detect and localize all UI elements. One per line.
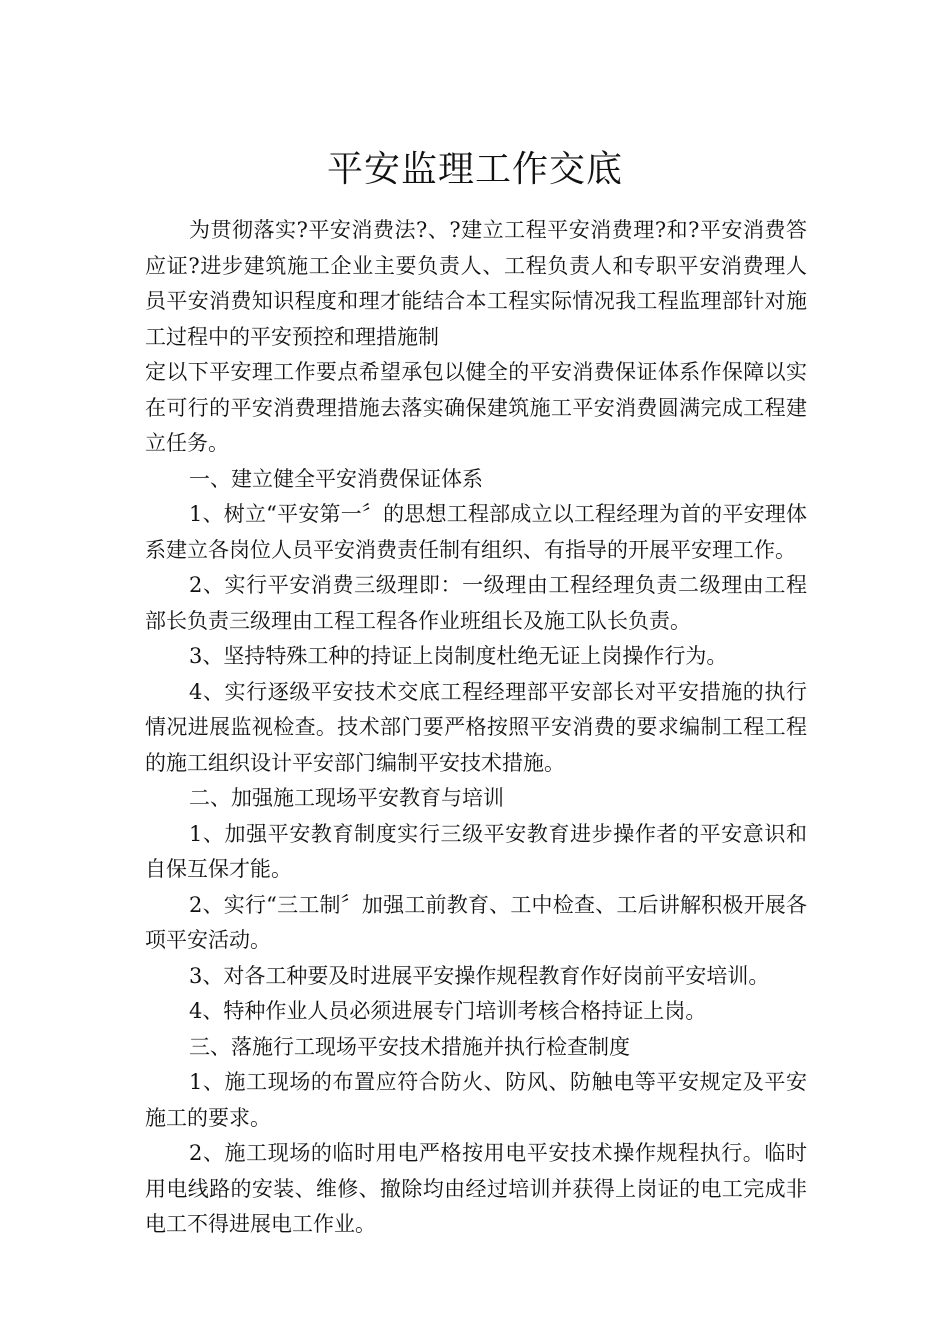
paragraph: 三、落施行工现场平安技术措施并执行检查制度 bbox=[189, 1034, 630, 1059]
paragraph: 3、坚持特殊工种的持证上岗制度杜绝无证上岗操作行为。 bbox=[189, 644, 728, 668]
paragraph: 1、树立“平安第一〞的思想工程部成立以工程经理为首的平安理体系建立各岗位人员平安消费责任制有组织、有指导的开展平安理工作。 bbox=[145, 502, 807, 562]
paragraph: 二、加强施工现场平安教育与培训 bbox=[189, 786, 504, 810]
document-title: 平安监理工作交底 bbox=[326, 149, 623, 190]
paragraph: 一、建立健全平安消费保证体系 bbox=[189, 466, 483, 491]
paragraph: 4、特种作业人员必须进展专门培训考核合格持证上岗。 bbox=[189, 999, 707, 1023]
paragraph: 3、对各工种要及时进展平安操作规程教育作好岗前平安培训。 bbox=[189, 963, 770, 988]
paragraph: 1、加强平安教育制度实行三级平安教育进步操作者的平安意识和自保互保才能。 bbox=[145, 821, 807, 881]
paragraph: 4、实行逐级平安技术交底工程经理部平安部长对平安措施的执行情况进展监视检查。技术部门要严格按照平安消费的要求编制工程工程的施工组织设计平安部门编制平安技术措施。 bbox=[145, 679, 807, 775]
paragraph: 2、施工现场的临时用电严格按用电平安技术操作规程执行。临时用电线路的安装、维修、撤除均由经过培训并获得上岗证的电工完成非电工不得进展电工作业。 bbox=[145, 1141, 807, 1236]
paragraph: 2、实行“三工制〞加强工前教育、工中检查、工后讲解积极开展各项平安活动。 bbox=[145, 892, 807, 952]
paragraph: 定以下平安理工作要点希望承包以健全的平安消费保证体系作保障以实在可行的平安消费理措施去落实确保建筑施工平安消费圆满完成工程建立任务。 bbox=[145, 360, 807, 455]
paragraph: 为贯彻落实?平安消费法?、?建立工程平安消费理?和?平安消费答应证?进步建筑施工企业主要负责人、工程负责人和专职平安消费理人员平安消费知识程度和理才能结合本工程实际情况我工程监理部针对施工过程中的平安预控和理措施制 bbox=[145, 218, 807, 349]
paragraph: 2、实行平安消费三级理即：一级理由工程经理负责二级理由工程部长负责三级理由工程工程各作业班组长及施工队长负责。 bbox=[145, 573, 807, 633]
paragraph: 1、施工现场的布置应符合防火、防风、防触电等平安规定及平安施工的要求。 bbox=[145, 1070, 807, 1130]
document-body bbox=[145, 213, 807, 1243]
